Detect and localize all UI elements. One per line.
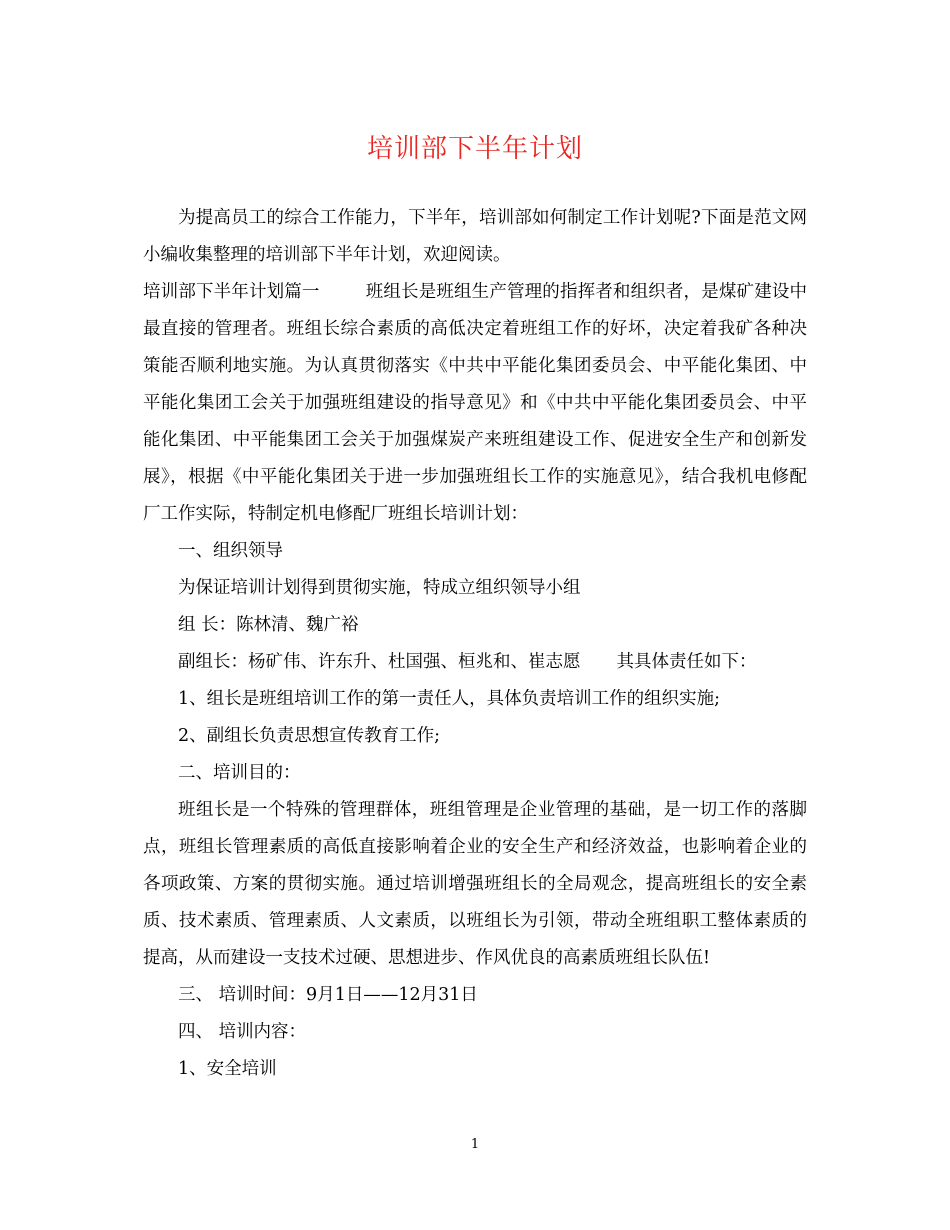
page-number: 1 — [470, 1137, 480, 1152]
heading-purpose: 二、培训目的： — [178, 763, 301, 783]
list-item-2: 2、副组长负责思想宣传教育工作; — [178, 726, 441, 746]
heading-organization: 一、组织领导 — [178, 541, 283, 561]
document-title: 培训部下半年计划 — [366, 134, 583, 164]
section-paragraph — [143, 274, 807, 533]
deputy-leaders-text: 副组长：杨矿伟、许东升、杜国强、桓兆和、崔志愿 — [178, 652, 581, 672]
list-item-safety-training: 1、安全培训 — [178, 1059, 277, 1079]
responsibilities-text: 其具体责任如下： — [616, 652, 757, 672]
heading-training-content: 四、 培训内容： — [178, 1022, 307, 1042]
section-label: 培训部下半年计划篇一 — [143, 282, 320, 302]
paragraph-purpose: 班组长是一个特殊的管理群体，班组管理是企业管理的基础，是一切工作的落脚点，班组长管理素质的高低直接影响着企业的安全生产和经济效益，也影响着企业的各项政策、方案的贯彻实施。通过培训增强班组长的全局观念，提高班组长的安全素质、技术素质、管理素质、人文素质，以班组长为引领，带动全班组职工整体素质的提高，从而建设一支技术过硬、思想进步、作风优良的高素质班组长队伍! — [143, 800, 807, 968]
paragraph-group-setup: 为保证培训计划得到贯彻实施，特成立组织领导小组 — [178, 578, 581, 598]
intro-paragraph: 为提高员工的综合工作能力，下半年，培训部如何制定工作计划呢?下面是范文网小编收集整理的培训部下半年计划，欢迎阅读。 — [143, 208, 807, 265]
list-item-1: 1、组长是班组培训工作的第一责任人，具体负责培训工作的组织实施; — [178, 689, 721, 709]
section-text: 班组长是班组生产管理的指挥者和组织者，是煤矿建设中最直接的管理者。班组长综合素质的高低决定着班组工作的好坏，决定着我矿各种决策能否顺利地实施。为认真贯彻落实《中共中平能化集团委员会、中平能化集团、中平能化集团工会关于加强班组建设的指导意见》和《中共中平能化集团委员会、中平能化集团、中平能集团工会关于加强煤炭产来班组建设工作、促进安全生产和创新发展》，根据《中平能化集团关于进一步加强班组长工作的实施意见》，结合我机电修配厂工作实际，特制定机电修配厂班组长培训计划： — [143, 282, 808, 524]
paragraph-deputy-leaders — [143, 644, 807, 681]
document-body — [143, 200, 807, 1088]
heading-training-time: 三、 培训时间：9月1日——12月31日 — [178, 985, 478, 1005]
paragraph-group-leader: 组 长：陈林清、魏广裕 — [178, 615, 359, 635]
